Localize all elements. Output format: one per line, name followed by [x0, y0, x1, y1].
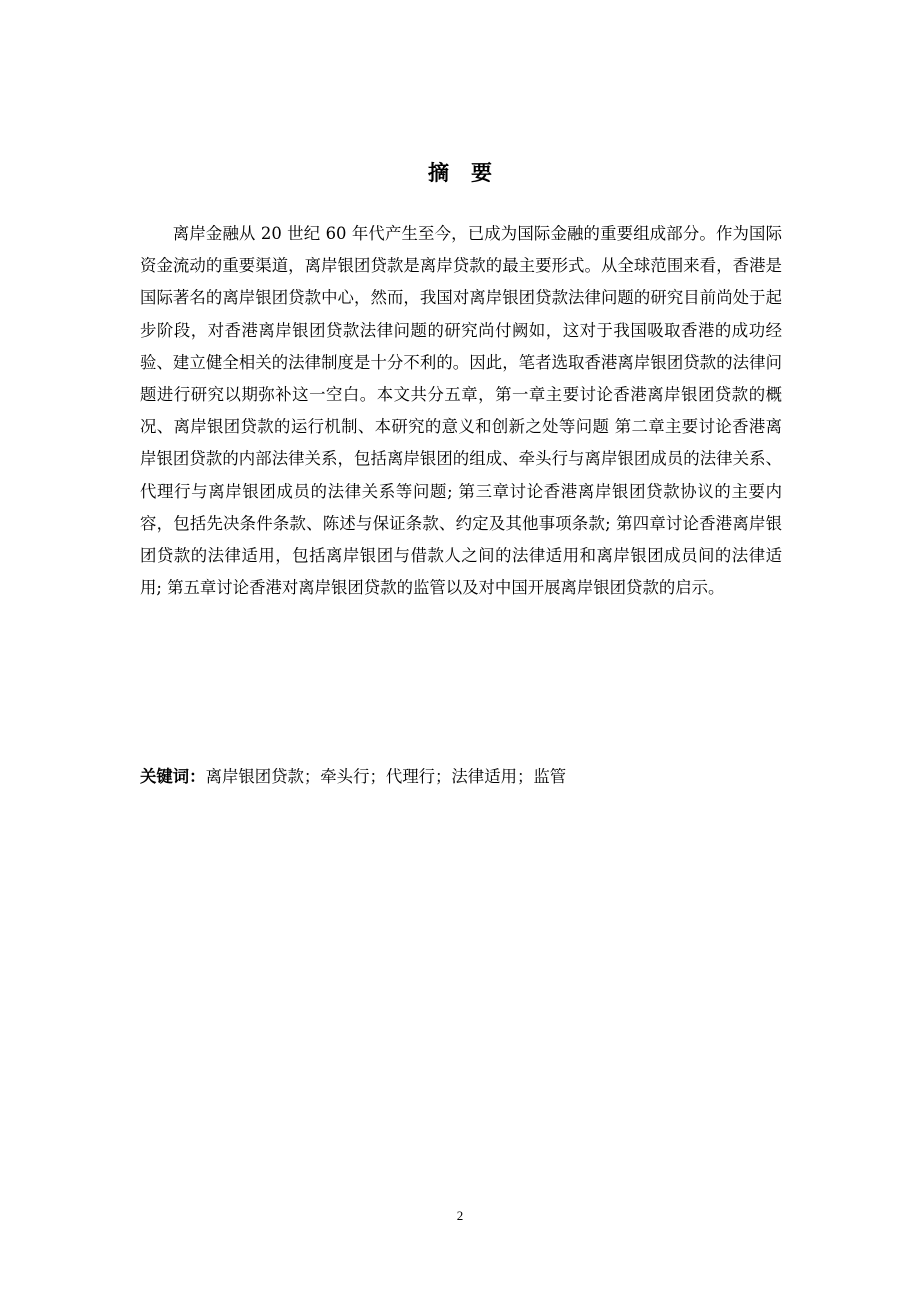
title-char-1: 摘 [428, 161, 449, 185]
title-char-2: 要 [471, 161, 492, 185]
keywords-list: 离岸银团贷款；牵头行；代理行；法律适用；监管 [205, 767, 567, 786]
abstract-paragraph: 离岸金融从 20 世纪 60 年代产生至今，已成为国际金融的重要组成部分。作为国际资金流动的重要渠道，离岸银团贷款是离岸贷款的最主要形式。从全球范围来看，香港是国际著名的离岸银团贷款中心，然而，我国对离岸银团贷款法律问题的研究目前尚处于起步阶段，对香港离岸银团贷款法律问题的研究尚付阙如，这对于我国吸取香港的成功经验、建立健全相关的法律制度是十分不利的。因此，笔者选取香港离岸银团贷款的法律问题进行研究以期弥补这一空白。本文共分五章，第一章主要讨论香港离岸银团贷款的概况、离岸银团贷款的运行机制、本研究的意义和创新之处等问题 第二章主要讨论香港离岸银团贷款的内部法律关系，包括离岸银团的组成、牵头行与离岸银团成员的法律关系、代理行与离岸银团成员的法律关系等问题; 第三章讨论香港离岸银团贷款协议的主要内容，包括先决条件条款、陈述与保证条款、约定及其他事项条款; 第四章讨论香港离岸银团贷款的法律适用，包括离岸银团与借款人之间的法律适用和离岸银团成员间的法律适用; 第五章讨论香港对离岸银团贷款的监管以及对中国开展离岸银团贷款的启示。 [140, 224, 782, 598]
page-number: 2 [456, 1208, 464, 1223]
page-title [0, 157, 920, 189]
keywords-line [140, 763, 782, 791]
keywords-label: 关键词： [140, 767, 206, 786]
